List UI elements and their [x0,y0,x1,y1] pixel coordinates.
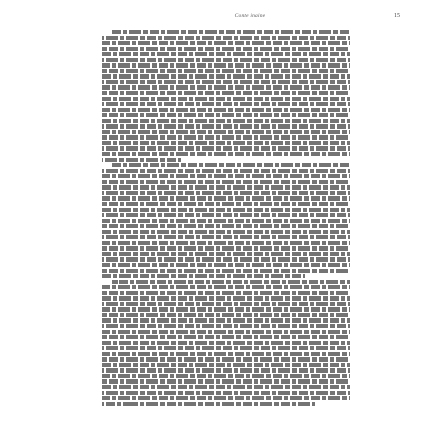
text-line [102,169,350,173]
text-line [102,307,350,311]
text-line [102,119,350,123]
text-line [102,80,350,84]
text-line [102,102,350,106]
text-line [102,224,350,228]
text-line [102,396,350,400]
text-line [102,113,350,117]
text-line [102,313,350,317]
text-line [102,213,350,217]
body-text [102,30,350,430]
text-line [102,196,350,200]
text-line [102,302,350,306]
text-line [102,252,350,256]
text-line [102,74,350,78]
text-line [102,391,350,395]
text-line [102,296,350,300]
text-line [102,158,181,162]
text-line [102,274,305,278]
text-line [112,163,350,167]
text-line [102,335,350,339]
text-line [102,41,350,45]
text-line [102,402,315,406]
paragraph [102,280,350,406]
text-line [102,352,350,356]
text-line [102,52,350,56]
text-line [102,97,350,101]
text-line [102,269,350,273]
text-line [102,246,350,250]
text-line [102,191,350,195]
text-line [102,330,350,334]
text-line [102,263,350,267]
text-line [102,130,350,134]
text-line [102,202,350,206]
text-line [112,280,350,284]
text-line [102,241,350,245]
text-line [102,379,350,383]
text-line [102,180,350,184]
text-line [102,36,350,40]
text-line [112,30,350,34]
text-line [102,174,350,178]
text-line [102,63,350,67]
text-line [102,85,350,89]
text-line [102,235,350,239]
text-line [102,374,350,378]
text-line [102,368,350,372]
text-line [102,363,350,367]
paragraph [102,30,350,162]
page-number: 15 [394,13,400,19]
paragraph [102,163,350,278]
text-line [102,146,350,150]
running-title: Conte inaine [234,13,266,19]
text-line [102,357,350,361]
text-line [102,219,350,223]
text-line [102,257,350,261]
text-line [102,324,350,328]
text-line [102,285,350,289]
text-line [102,185,350,189]
text-line [102,291,350,295]
text-line [102,91,350,95]
text-line [102,141,350,145]
text-line [102,385,350,389]
text-line [102,58,350,62]
text-line [102,318,350,322]
text-line [102,341,350,345]
text-line [102,208,350,212]
text-line [102,69,350,73]
text-line [102,135,350,139]
text-line [102,346,350,350]
text-line [102,230,350,234]
text-line [102,108,350,112]
text-line [102,47,350,51]
text-line [102,152,350,156]
text-line [102,124,350,128]
running-head [100,13,400,23]
